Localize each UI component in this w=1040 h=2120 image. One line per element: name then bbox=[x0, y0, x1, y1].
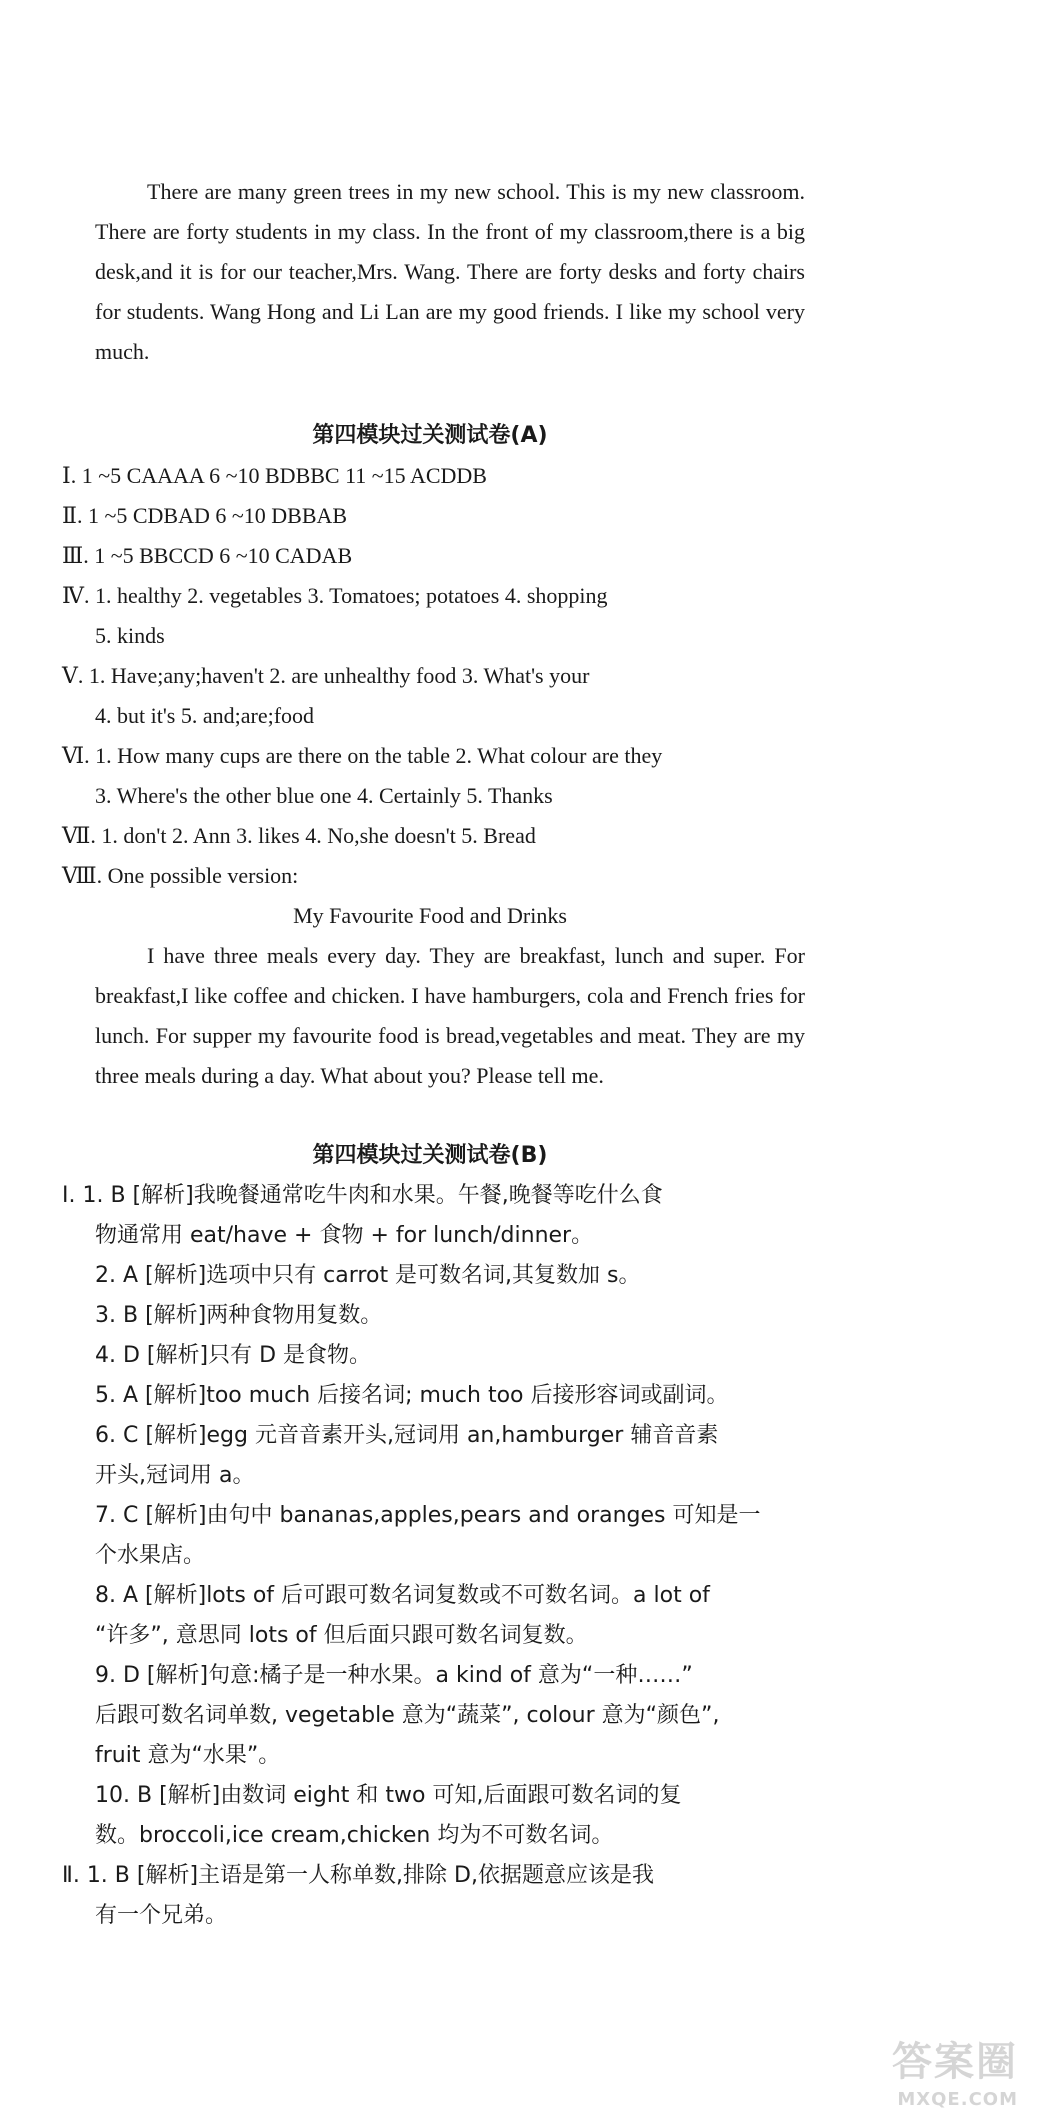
essay-paragraph: I have three meals every day. They are breakfast, lunch and super. For breakfast,I like coffee and chicken. I have hamburgers, cola and French fries for lunch. For supper my favourite food is bread,vegetables and meat. They are my three meals during a day. What about you? Please tell me. bbox=[95, 943, 805, 1088]
answer-line: 7. C [解析]由句中 bananas,apples,pears and oranges 可知是一 bbox=[95, 1503, 761, 1528]
watermark-url: MXQE.COM bbox=[897, 2089, 1018, 2110]
answer-line: 4. but it's 5. and;are;food bbox=[95, 703, 315, 728]
answer-line: 数。broccoli,ice cream,chicken 均为不可数名词。 bbox=[95, 1823, 614, 1848]
answer-line: Ⅲ. 1 ~5 BBCCD 6 ~10 CADAB bbox=[62, 543, 353, 568]
section-a-title: 第四模块过关测试卷(A) bbox=[312, 423, 548, 448]
watermark-logo-text: 答案圈 bbox=[892, 2039, 1018, 2085]
answer-line: fruit 意为“水果”。 bbox=[95, 1743, 281, 1768]
watermark bbox=[848, 2030, 1028, 2110]
intro-paragraph: There are many green trees in my new school. This is my new classroom. There are forty students in my class. In the front of my classroom,there is a big desk,and it is for our teacher,Mrs. Wang. There are forty desks and forty chairs for students. Wang Hong and Li Lan are my good friends. I like my school very much. bbox=[95, 179, 805, 364]
essay-title: My Favourite Food and Drinks bbox=[293, 903, 567, 928]
answer-line: 后跟可数名词单数, vegetable 意为“蔬菜”, colour 意为“颜色”, bbox=[95, 1703, 720, 1728]
answer-line: 有一个兄弟。 bbox=[95, 1903, 228, 1928]
answer-line: 5. kinds bbox=[95, 623, 165, 648]
answer-line: Ⅱ. 1 ~5 CDBAD 6 ~10 DBBAB bbox=[62, 503, 348, 528]
answer-line: 6. C [解析]egg 元音音素开头,冠词用 an,hamburger 辅音音素 bbox=[95, 1423, 719, 1448]
answer-line: 5. A [解析]too much 后接名词; much too 后接形容词或副词。 bbox=[95, 1383, 729, 1408]
answer-line: Ⅰ. 1. B [解析]我晚餐通常吃牛肉和水果。午餐,晚餐等吃什么食 bbox=[62, 1183, 663, 1208]
answer-line: 3. Where's the other blue one 4. Certainly 5. Thanks bbox=[95, 783, 553, 808]
answer-line: 8. A [解析]lots of 后可跟可数名词复数或不可数名词。a lot of bbox=[95, 1583, 710, 1608]
answer-line: 10. B [解析]由数词 eight 和 two 可知,后面跟可数名词的复 bbox=[95, 1783, 682, 1808]
answer-line: 9. D [解析]句意:橘子是一种水果。a kind of 意为“一种……” bbox=[95, 1663, 693, 1688]
answer-line: 4. D [解析]只有 D 是食物。 bbox=[95, 1343, 372, 1368]
answer-line: 开头,冠词用 a。 bbox=[95, 1463, 255, 1488]
answer-line: 2. A [解析]选项中只有 carrot 是可数名词,其复数加 s。 bbox=[95, 1263, 641, 1288]
answer-line: 3. B [解析]两种食物用复数。 bbox=[95, 1303, 383, 1328]
answer-line: Ⅵ. 1. How many cups are there on the table 2. What colour are they bbox=[62, 743, 663, 768]
answer-line: 物通常用 eat/have + 食物 + for lunch/dinner。 bbox=[95, 1223, 594, 1248]
answer-line: Ⅰ. 1 ~5 CAAAA 6 ~10 BDBBC 11 ~15 ACDDB bbox=[62, 463, 487, 488]
answer-line: Ⅶ. 1. don't 2. Ann 3. likes 4. No,she doesn't 5. Bread bbox=[62, 823, 536, 848]
answer-line: Ⅱ. 1. B [解析]主语是第一人称单数,排除 D,依据题意应该是我 bbox=[62, 1863, 654, 1888]
answer-line: Ⅳ. 1. healthy 2. vegetables 3. Tomatoes; potatoes 4. shopping bbox=[62, 583, 608, 608]
section-b-title: 第四模块过关测试卷(B) bbox=[312, 1143, 548, 1168]
answer-line: Ⅷ. One possible version: bbox=[62, 863, 299, 888]
answer-line: Ⅴ. 1. Have;any;haven't 2. are unhealthy food 3. What's your bbox=[62, 663, 590, 688]
answer-line: 个水果店。 bbox=[95, 1543, 206, 1568]
answer-line: “许多”, 意思同 lots of 但后面只跟可数名词复数。 bbox=[95, 1623, 588, 1648]
